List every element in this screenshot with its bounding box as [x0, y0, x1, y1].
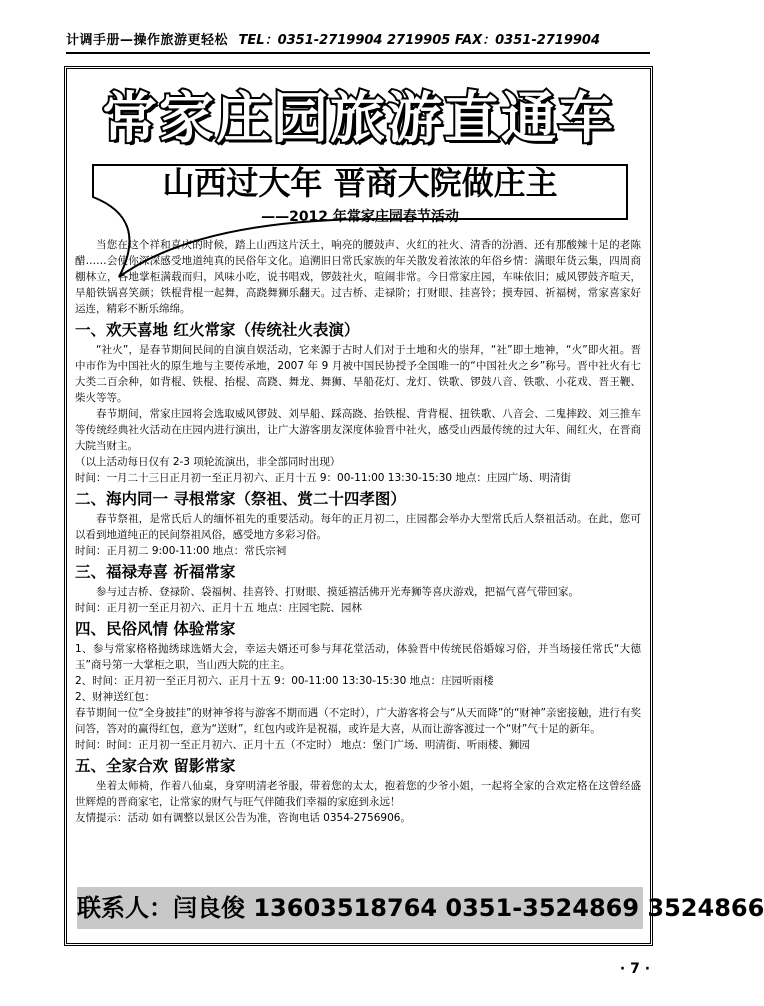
top-header-bar: [66, 30, 650, 54]
section-4-title: 四、民俗风情 体验常家: [75, 620, 236, 638]
section-2-title: 二、海内同一 寻根常家（祭祖、赏二十四孝图）: [75, 490, 406, 508]
friendly-tip: 友情提示：活动 如有调整以景区公告为准，咨询电话 0354-2756906。: [75, 812, 411, 824]
intro-paragraph: 当您在这个祥和喜庆的时候，踏上山西这片沃土，响亮的腰鼓声、火红的社火、清香的汾酒、还有那酸辣十足的老陈醋……会使你深深感受地道纯真的民俗年文化。追溯旧日常氏家族的年关散发着浓浓的年俗乡情：满眼年货云集，四周商棚林立，各地掌柜满载而归，风味小吃，说书唱戏，锣鼓社火，喧闹非常。今日常家庄园，车味依旧；威风锣鼓齐喧天，旱船铁锅喜笑颜；铁棍背棍一起舞，高跷舞狮乐翻天。过吉桥、走禄阶；打财眼、挂喜铃；摸寿园、祈福树，常家喜家好运连，精彩不断乐绵绵。: [75, 239, 641, 315]
article-frame: [64, 66, 764, 946]
section-5-paragraph: 坐着太师椅，作着八仙桌，身穿明清老爷服，带着您的太太，抱着您的少爷小姐，一起将全家的合欢定格在这曾经盛世辉煌的晋商家宅，让常家的财气与旺气伴随我们幸福的家庭到永远！: [75, 780, 641, 808]
masthead-title: 常家庄园旅游直通车: [101, 86, 615, 150]
page-number: · 7 ·: [619, 961, 651, 977]
section-3-paragraph: 参与过吉桥、登禄阶、袋福树、挂喜铃、打财眼、摸延禧活佛开光寿狮等喜庆游戏，把福气喜气带回家。: [96, 586, 579, 598]
section-1-note: （以上活动每日仅有 2-3 项轮流演出，非全部同时出现）: [75, 456, 341, 468]
handbook-tagline: 计调手册—操作旅游更轻松: [66, 33, 229, 48]
section-1-paragraph: 春节期间，常家庄园将会选取威风锣鼓、刘旱船、踩高跷、抬铁棍、背背棍、扭铁歌、八音会、二鬼摔跤、刘三推车等传统经典社火活动在庄园内进行演出，让广大游客朋友深度体验晋中社火，感受山西最传统的过大年、闹红火，在晋商大院当财主。: [75, 408, 641, 452]
section-1-title: 一、欢天喜地 红火常家（传统社火表演）: [75, 321, 360, 339]
subheadline: ——2012 年常家庄园春节活动: [261, 209, 459, 225]
section-3-schedule: 时间：正月初一至正月初六、正月十五 地点：庄园宅院、园林: [75, 602, 362, 614]
section-4-schedule: 2、时间：正月初一至正月初六、正月十五 9：00-11:00 13:30-15:30 地点：庄园听雨楼: [75, 675, 494, 687]
article-body: [75, 237, 641, 826]
section-1-schedule: 时间：一月二十三日正月初一至正月初六、正月十五 9：00-11:00 13:30-15:30 地点：庄园广场、明清街: [75, 472, 571, 484]
section-2-paragraph: 春节祭祖，是常氏后人的缅怀祖先的重要活动。每年的正月初二，庄园都会举办大型常氏后人祭祖活动。在此，您可以看到地道纯正的民间祭祖风俗，感受地方多彩习俗。: [75, 513, 641, 541]
section-1-paragraph: “社火”，是春节期间民间的自演自娱活动，它来源于古时人们对于土地和火的崇拜，“社”即土地神，“火”即火祖。晋中市作为中国社火的原生地与主要传承地，2007 年 9 月被中国民协授予全国唯一的“中国社火之乡”称号。晋中社火有七大类二百余种，如背棍、铁棍、抬棍、高跷、舞龙、舞狮、旱船花灯、龙灯、铁歌、锣鼓八音、铁歌、小花戏、晋王鞭、柴火等等。: [75, 344, 641, 404]
section-4-schedule: 时间：时间：正月初一至正月初六、正月十五（不定时） 地点：堡门广场、明清街、听雨楼、狮园: [75, 739, 530, 751]
section-5-title: 五、全家合欢 留影常家: [75, 757, 236, 775]
section-2-schedule: 时间：正月初二 9:00-11:00 地点：常氏宗祠: [75, 545, 287, 557]
contact-banner: 联系人：闫良俊 13603518764 0351-3524869 3524866: [77, 887, 643, 929]
headline: 山西过大年 晋商大院做庄主: [162, 164, 558, 202]
section-4-item: 春节期间一位“全身披挂”的财神爷将与游客不期而遇（不定时），广大游客将会与“从天而降”的“财神”亲密接触，进行有奖问答，答对的赢得红包，意为“送财”，红包内或许是祝福，或许是大喜，从而让游客渡过一个“财”气十足的新年。: [75, 707, 641, 735]
section-3-title: 三、福禄寿喜 祈福常家: [75, 563, 236, 581]
section-4-item: 1、参与常家格格抛绣球选婿大会，幸运夫婿还可参与拜花堂活动，体验晋中传统民俗婚嫁习俗，并当场接任常氏“大德玉”商号第一大掌柜之职，当山西大院的庄主。: [75, 643, 641, 671]
section-4-item: 2、财神送红包：: [75, 691, 156, 703]
header-contact: TEL：0351-2719904 2719905 FAX：0351-2719904: [238, 33, 601, 48]
